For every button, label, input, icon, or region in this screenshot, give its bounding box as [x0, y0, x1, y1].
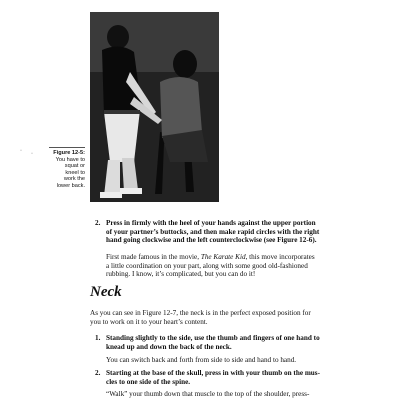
caption-line: kneel to — [65, 169, 85, 176]
movie-title: The Karate Kid — [200, 253, 246, 261]
step-2-note — [106, 253, 396, 279]
step-2-massage — [95, 219, 396, 245]
section-heading: Neck — [90, 284, 122, 300]
figure-label: Figure 12-5: — [53, 150, 85, 156]
step-line: Press in firmly with the heel of your hands against the upper portion — [106, 219, 316, 227]
note-line — [106, 253, 396, 262]
step-line: knead up and down the back of the neck. — [106, 342, 232, 351]
caption-line: lower back. — [56, 182, 85, 189]
massage-illustration — [90, 12, 219, 202]
scan-speck: · — [20, 148, 22, 154]
caption-line: You have to — [55, 156, 85, 163]
step-number: 1. — [95, 334, 101, 342]
neck-step-2-note: “Walk” your thumb down that muscle to the top of the shoulder, press- — [106, 390, 310, 398]
step-line: of your partner’s buttocks, and then make rapid circles with the right — [106, 227, 320, 236]
step-line: hand going clockwise and the left counterclockwise (see Figure 12-6). — [106, 236, 317, 245]
note-text: , this move incorporates — [245, 253, 315, 261]
step-line: Standing slightly to the side, use the thumb and fingers of one hand to — [106, 334, 320, 342]
step-line: cles to one side of the spine. — [106, 377, 191, 386]
note-text: First made famous in the movie, — [106, 253, 201, 261]
step-line: Starting at the base of the skull, press in with your thumb on the mus- — [106, 369, 320, 377]
note-line: a little coordination on your part, along with some good old-fashioned — [106, 261, 308, 270]
step-number: 2. — [95, 369, 101, 377]
intro-line: As you can see in Figure 12-7, the neck is in the perfect exposed position for — [90, 309, 311, 317]
figure-caption — [49, 150, 85, 189]
figure-photo — [90, 12, 219, 202]
scan-speck: · — [31, 151, 33, 157]
intro-line: you to work on it to your heart’s content. — [90, 317, 208, 326]
note-line: rubbing. I know, it’s complicated, but you can do it! — [106, 270, 256, 279]
caption-line: work the — [63, 176, 85, 182]
neck-intro — [90, 309, 396, 326]
neck-step-1-note: You can switch back and forth from side to side and hand to hand. — [106, 356, 297, 364]
neck-step-1 — [95, 334, 396, 351]
caption-rule — [49, 147, 85, 148]
step-number: 2. — [95, 219, 101, 227]
caption-line: squat or — [64, 163, 85, 169]
neck-step-2 — [95, 369, 396, 386]
